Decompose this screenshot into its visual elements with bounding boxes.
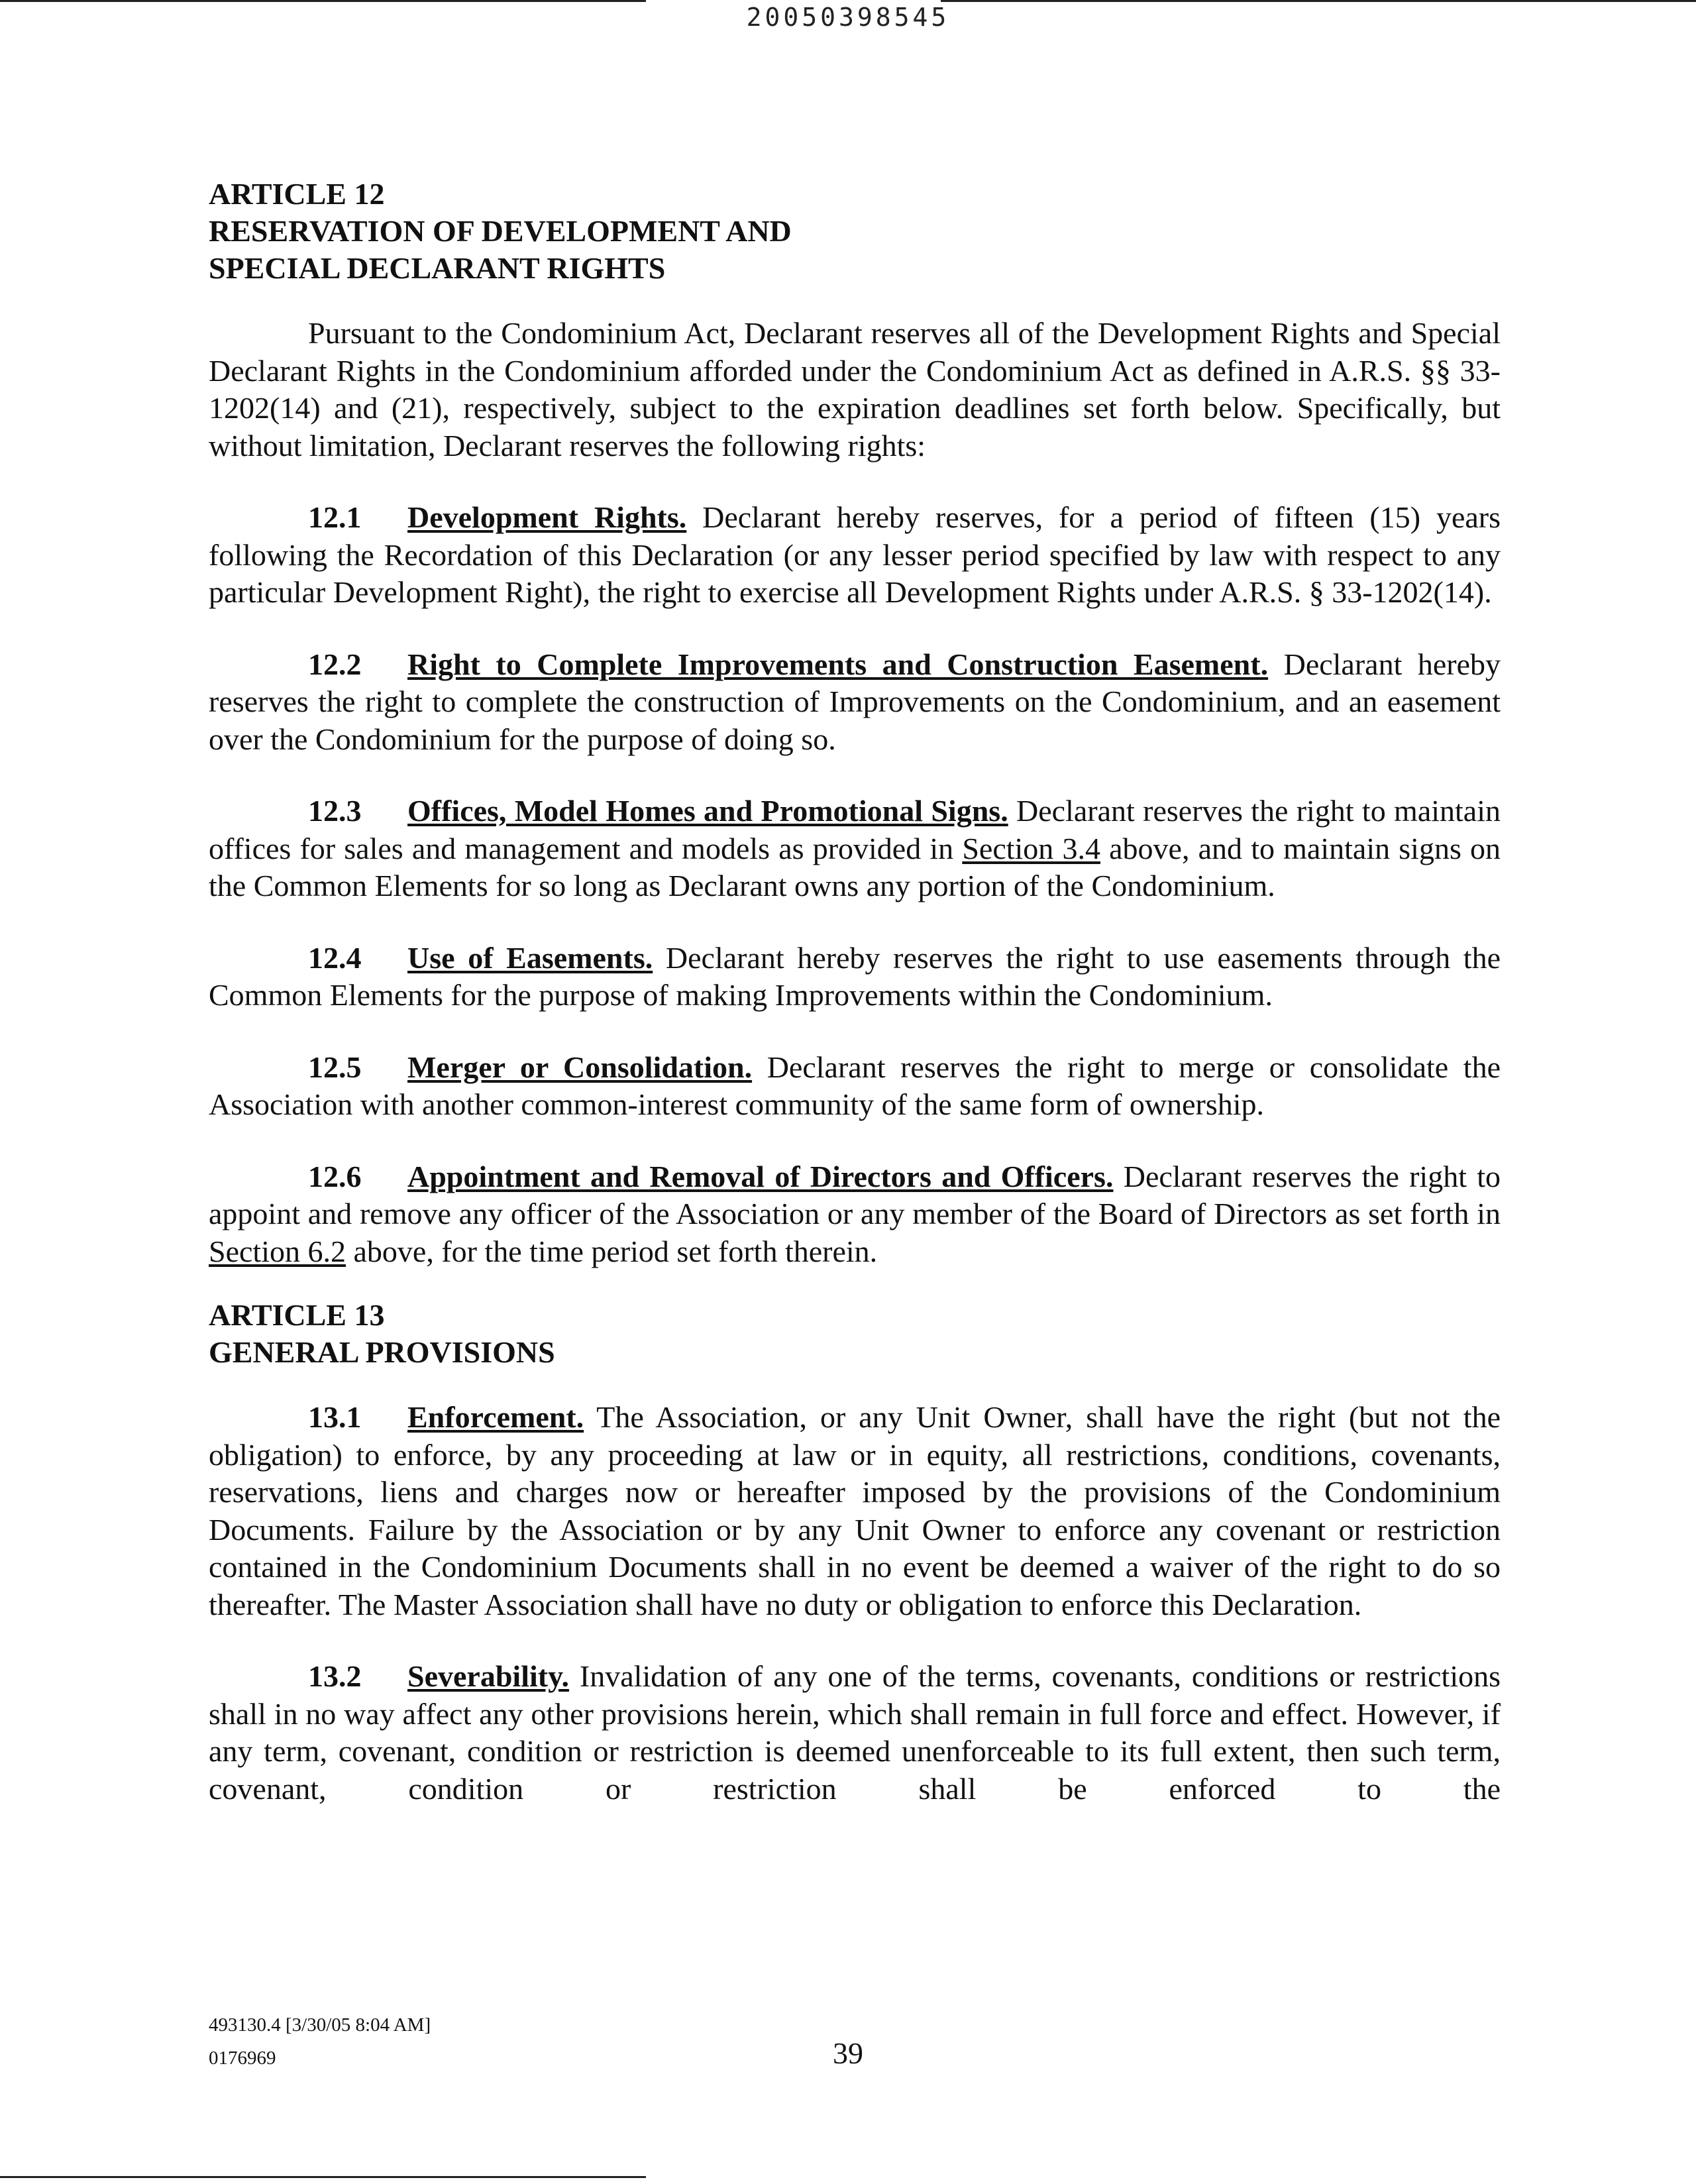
page-number: 39 [833, 2036, 863, 2070]
section-12-5 [209, 1049, 1501, 1124]
section-title: Severability. [407, 1659, 570, 1693]
section-text: Declarant reserves the right to merge or consolidate the Association with another common-interest community of the same form of ownership. [209, 1050, 1501, 1121]
article-12-heading [209, 176, 1501, 287]
section-text: Declarant reserves the right to appoint and remove any officer of the Association or any member of the Board of Directors as set forth in [209, 1159, 1501, 1230]
section-13-1 [209, 1399, 1501, 1623]
section-12-2 [209, 646, 1501, 759]
article-12-intro: Pursuant to the Condominium Act, Declarant reserves all of the Development Rights and Special Declarant Rights in the Condominium afforded under the Condominium Act as defined in A.R.S. §§ 33-1202(14) and (21), respectively, subject to the expiration deadlines set forth below. Specifically, but without limitation, Declarant reserves the following rights: [209, 316, 1501, 463]
section-13-2 [209, 1658, 1501, 1808]
section-title: Enforcement. [407, 1400, 584, 1434]
section-number: 12.4 [308, 940, 362, 975]
section-text: Declarant hereby reserves the right to use easements through the Common Elements for the purpose of making Improvements within the Condominium. [209, 940, 1501, 1012]
footer-file-code: 0176969 [209, 2048, 276, 2069]
section-title: Right to Complete Improvements and Construction Easement. [407, 647, 1269, 681]
article-13-title: GENERAL PROVISIONS [209, 1335, 555, 1369]
section-title: Use of Easements. [407, 940, 653, 975]
page-content [209, 176, 1501, 1842]
section-12-6 [209, 1158, 1501, 1271]
section-12-4 [209, 940, 1501, 1014]
section-number: 13.2 [308, 1659, 362, 1693]
article-12-number: ARTICLE 12 [209, 177, 385, 211]
section-text: Declarant hereby reserves, for a period of fifteen (15) years following the Recordation of this Declaration (or any lesser period specified by law with respect to any particular Development Right), the right to exercise all Development Rights under A.R.S. § 33-1202(14). [209, 500, 1501, 609]
scan-edge-bottom [0, 2176, 646, 2178]
section-title: Merger or Consolidation. [407, 1050, 753, 1084]
section-text: Declarant reserves the right to maintain offices for sales and management and models as provided in [209, 794, 1501, 865]
section-text-continued: above, and to maintain signs on the Common Elements for so long as Declarant owns any portion of the Condominium. [209, 831, 1501, 902]
section-reference-3-4: Section 3.4 [962, 831, 1100, 865]
section-12-1 [209, 499, 1501, 612]
section-title: Offices, Model Homes and Promotional Signs. [407, 794, 1008, 828]
article-12-title-line2: SPECIAL DECLARANT RIGHTS [209, 251, 666, 285]
section-number: 12.6 [308, 1159, 362, 1193]
article-13-number: ARTICLE 13 [209, 1298, 385, 1332]
article-13-heading [209, 1297, 1501, 1371]
section-number: 13.1 [308, 1400, 362, 1434]
section-text: Invalidation of any one of the terms, covenants, conditions or restrictions shall in no way affect any other provisions herein, which shall remain in full force and effect. However, if any term, covenant, condition or restriction is deemed unenforceable to its full extent, then such term, covenant, condition or restriction shall be enforced to the [209, 1659, 1501, 1806]
section-text: Declarant hereby reserves the right to complete the construction of Improvements on the Condominium, and an easement over the Condominium for the purpose of doing so. [209, 647, 1501, 756]
article-12-title-line1: RESERVATION OF DEVELOPMENT AND [209, 214, 792, 248]
section-title: Appointment and Removal of Directors and Officers. [407, 1159, 1114, 1193]
section-12-3 [209, 792, 1501, 905]
scan-edge-top-right [941, 0, 1696, 2]
recording-number: 20050398545 [746, 3, 950, 32]
section-text: The Association, or any Unit Owner, shall have the right (but not the obligation) to enforce, by any proceeding at law or in equity, all restrictions, conditions, covenants, reservations, liens and charges now or hereafter imposed by the provisions of the Condominium Documents. Failure by the Association or by any Unit Owner to enforce any covenant or restriction contained in the Condominium Documents shall in no event be deemed a waiver of the right to do so thereafter. The Master Association shall have no duty or obligation to enforce this Declaration. [209, 1400, 1501, 1621]
section-reference-6-2: Section 6.2 [209, 1234, 346, 1268]
section-number: 12.5 [308, 1050, 362, 1084]
section-number: 12.1 [308, 500, 362, 534]
section-number: 12.3 [308, 794, 362, 828]
footer-document-code: 493130.4 [3/30/05 8:04 AM] [209, 2014, 431, 2036]
section-text-continued: above, for the time period set forth therein. [353, 1234, 878, 1268]
scan-edge-top-left [0, 0, 646, 2]
section-number: 12.2 [308, 647, 362, 681]
section-title: Development Rights. [407, 500, 687, 534]
